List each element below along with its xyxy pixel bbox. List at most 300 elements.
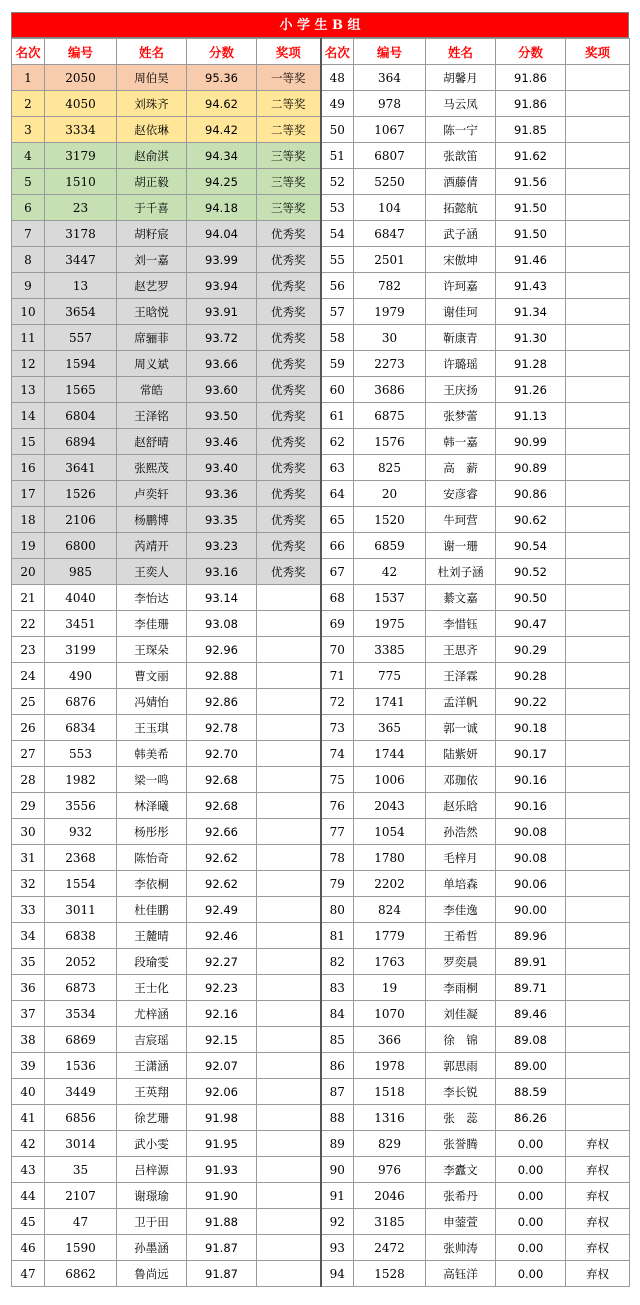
table-row: [12, 689, 630, 715]
id-cell: 1763: [354, 949, 426, 975]
award-cell: 二等奖: [257, 91, 321, 117]
award-cell: [257, 1261, 321, 1287]
score-cell: 92.23: [187, 975, 257, 1001]
name-cell: 郭思雨: [426, 1053, 496, 1079]
award-cell: [566, 273, 630, 299]
table-row: [12, 1183, 630, 1209]
award-cell: [566, 559, 630, 585]
id-cell: 3654: [45, 299, 117, 325]
award-cell: [257, 611, 321, 637]
award-cell: [257, 897, 321, 923]
award-cell: [257, 1131, 321, 1157]
award-cell: [566, 871, 630, 897]
id-cell: 364: [354, 65, 426, 91]
award-cell: [566, 611, 630, 637]
score-cell: 89.96: [496, 923, 566, 949]
award-cell: [257, 871, 321, 897]
name-cell: 张帅涛: [426, 1235, 496, 1261]
id-cell: 35: [45, 1157, 117, 1183]
rank-cell: 29: [12, 793, 45, 819]
name-cell: 周义斌: [117, 351, 187, 377]
id-cell: 20: [354, 481, 426, 507]
score-cell: 92.46: [187, 923, 257, 949]
score-cell: 91.87: [187, 1235, 257, 1261]
rank-cell: 81: [321, 923, 354, 949]
award-cell: [566, 533, 630, 559]
id-cell: 3178: [45, 221, 117, 247]
id-cell: 985: [45, 559, 117, 585]
id-cell: 6847: [354, 221, 426, 247]
award-cell: 优秀奖: [257, 377, 321, 403]
id-cell: 6800: [45, 533, 117, 559]
id-cell: 978: [354, 91, 426, 117]
header-row: [12, 39, 630, 65]
id-cell: 6804: [45, 403, 117, 429]
score-cell: 91.43: [496, 273, 566, 299]
award-cell: [257, 1157, 321, 1183]
rank-cell: 6: [12, 195, 45, 221]
award-cell: [566, 1105, 630, 1131]
rank-cell: 50: [321, 117, 354, 143]
score-cell: 90.54: [496, 533, 566, 559]
name-cell: 高 薪: [426, 455, 496, 481]
table-row: [12, 1235, 630, 1261]
score-cell: 92.86: [187, 689, 257, 715]
id-cell: 13: [45, 273, 117, 299]
score-cell: 90.22: [496, 689, 566, 715]
score-cell: 91.87: [187, 1261, 257, 1287]
rank-cell: 54: [321, 221, 354, 247]
table-row: [12, 1079, 630, 1105]
award-cell: 弃权: [566, 1235, 630, 1261]
award-cell: [257, 1235, 321, 1261]
score-cell: 91.86: [496, 65, 566, 91]
name-cell: 陈怡奇: [117, 845, 187, 871]
name-cell: 李佳逸: [426, 897, 496, 923]
name-cell: 卫于田: [117, 1209, 187, 1235]
award-cell: [257, 767, 321, 793]
name-cell: 王希哲: [426, 923, 496, 949]
table-row: [12, 91, 630, 117]
name-cell: 梁一鸣: [117, 767, 187, 793]
name-cell: 申蓥萱: [426, 1209, 496, 1235]
id-cell: 1006: [354, 767, 426, 793]
id-cell: 42: [354, 559, 426, 585]
header-award: 奖项: [257, 39, 321, 65]
rank-cell: 59: [321, 351, 354, 377]
award-cell: [257, 1053, 321, 1079]
score-cell: 91.13: [496, 403, 566, 429]
rank-cell: 60: [321, 377, 354, 403]
score-cell: 91.95: [187, 1131, 257, 1157]
award-cell: [257, 663, 321, 689]
award-cell: 优秀奖: [257, 507, 321, 533]
score-cell: 92.07: [187, 1053, 257, 1079]
rank-cell: 35: [12, 949, 45, 975]
name-cell: 刘佳凝: [426, 1001, 496, 1027]
award-cell: [566, 247, 630, 273]
score-cell: 92.49: [187, 897, 257, 923]
id-cell: 6875: [354, 403, 426, 429]
rank-cell: 80: [321, 897, 354, 923]
score-cell: 93.66: [187, 351, 257, 377]
id-cell: 1067: [354, 117, 426, 143]
name-cell: 陆紫妍: [426, 741, 496, 767]
score-cell: 89.71: [496, 975, 566, 1001]
score-cell: 93.16: [187, 559, 257, 585]
award-cell: 三等奖: [257, 195, 321, 221]
id-cell: 2501: [354, 247, 426, 273]
score-cell: 93.50: [187, 403, 257, 429]
id-cell: 1537: [354, 585, 426, 611]
award-cell: 优秀奖: [257, 273, 321, 299]
score-cell: 92.66: [187, 819, 257, 845]
award-cell: [566, 767, 630, 793]
award-cell: [566, 377, 630, 403]
score-cell: 95.36: [187, 65, 257, 91]
id-cell: 6862: [45, 1261, 117, 1287]
award-cell: [566, 975, 630, 1001]
award-cell: [257, 715, 321, 741]
name-cell: 常皓: [117, 377, 187, 403]
award-cell: [566, 637, 630, 663]
id-cell: 6834: [45, 715, 117, 741]
rank-cell: 84: [321, 1001, 354, 1027]
name-cell: 邓珈依: [426, 767, 496, 793]
score-cell: 90.47: [496, 611, 566, 637]
table-row: [12, 1001, 630, 1027]
id-cell: 3199: [45, 637, 117, 663]
rank-cell: 77: [321, 819, 354, 845]
award-cell: [566, 585, 630, 611]
id-cell: 1982: [45, 767, 117, 793]
id-cell: 1554: [45, 871, 117, 897]
award-cell: [566, 663, 630, 689]
id-cell: 6873: [45, 975, 117, 1001]
score-cell: 92.68: [187, 793, 257, 819]
rank-cell: 28: [12, 767, 45, 793]
name-cell: 于千喜: [117, 195, 187, 221]
table-row: [12, 1261, 630, 1287]
table-row: [12, 481, 630, 507]
id-cell: 6838: [45, 923, 117, 949]
rank-cell: 11: [12, 325, 45, 351]
id-cell: 6807: [354, 143, 426, 169]
name-cell: 单培森: [426, 871, 496, 897]
name-cell: 席骊菲: [117, 325, 187, 351]
score-cell: 0.00: [496, 1131, 566, 1157]
id-cell: 825: [354, 455, 426, 481]
rank-cell: 12: [12, 351, 45, 377]
rank-cell: 74: [321, 741, 354, 767]
rank-cell: 79: [321, 871, 354, 897]
award-cell: [566, 221, 630, 247]
header-score: 分数: [496, 39, 566, 65]
score-cell: 90.16: [496, 767, 566, 793]
name-cell: 赵俞淇: [117, 143, 187, 169]
id-cell: 557: [45, 325, 117, 351]
score-cell: 93.94: [187, 273, 257, 299]
table-row: [12, 65, 630, 91]
rank-cell: 2: [12, 91, 45, 117]
award-cell: [566, 325, 630, 351]
rank-cell: 48: [321, 65, 354, 91]
name-cell: 杨鹏博: [117, 507, 187, 533]
table-row: [12, 507, 630, 533]
id-cell: 824: [354, 897, 426, 923]
award-cell: [566, 429, 630, 455]
award-cell: [566, 689, 630, 715]
score-cell: 92.15: [187, 1027, 257, 1053]
name-cell: 芮靖开: [117, 533, 187, 559]
id-cell: 932: [45, 819, 117, 845]
rank-cell: 89: [321, 1131, 354, 1157]
rank-cell: 42: [12, 1131, 45, 1157]
rank-cell: 85: [321, 1027, 354, 1053]
name-cell: 宋傲坤: [426, 247, 496, 273]
id-cell: 3451: [45, 611, 117, 637]
score-cell: 86.26: [496, 1105, 566, 1131]
table-row: [12, 715, 630, 741]
id-cell: 1510: [45, 169, 117, 195]
award-cell: [566, 169, 630, 195]
table-row: [12, 819, 630, 845]
rank-cell: 14: [12, 403, 45, 429]
rank-cell: 45: [12, 1209, 45, 1235]
name-cell: 赵乐晗: [426, 793, 496, 819]
rank-cell: 44: [12, 1183, 45, 1209]
name-cell: 武小雯: [117, 1131, 187, 1157]
table-row: [12, 221, 630, 247]
id-cell: 23: [45, 195, 117, 221]
score-cell: 92.27: [187, 949, 257, 975]
id-cell: 3385: [354, 637, 426, 663]
id-cell: 2052: [45, 949, 117, 975]
score-cell: 90.08: [496, 845, 566, 871]
rank-cell: 78: [321, 845, 354, 871]
score-cell: 93.40: [187, 455, 257, 481]
name-cell: 孙墨涵: [117, 1235, 187, 1261]
score-cell: 89.46: [496, 1001, 566, 1027]
table-row: [12, 247, 630, 273]
results-table: [11, 38, 630, 1287]
id-cell: 3447: [45, 247, 117, 273]
rank-cell: 57: [321, 299, 354, 325]
id-cell: 2273: [354, 351, 426, 377]
award-cell: [257, 689, 321, 715]
award-cell: [257, 1027, 321, 1053]
rank-cell: 69: [321, 611, 354, 637]
name-cell: 王泽霖: [426, 663, 496, 689]
name-cell: 刘一嘉: [117, 247, 187, 273]
name-cell: 王泽铭: [117, 403, 187, 429]
name-cell: 徐艺珊: [117, 1105, 187, 1131]
award-cell: 优秀奖: [257, 429, 321, 455]
award-cell: 弃权: [566, 1157, 630, 1183]
id-cell: 3686: [354, 377, 426, 403]
award-cell: 优秀奖: [257, 481, 321, 507]
score-cell: 91.26: [496, 377, 566, 403]
header-name: 姓名: [426, 39, 496, 65]
score-cell: 89.00: [496, 1053, 566, 1079]
id-cell: 2043: [354, 793, 426, 819]
score-cell: 90.86: [496, 481, 566, 507]
id-cell: 104: [354, 195, 426, 221]
id-cell: 3534: [45, 1001, 117, 1027]
rank-cell: 39: [12, 1053, 45, 1079]
award-cell: [566, 1053, 630, 1079]
score-cell: 90.28: [496, 663, 566, 689]
award-cell: [257, 1183, 321, 1209]
name-cell: 孙浩然: [426, 819, 496, 845]
score-cell: 92.96: [187, 637, 257, 663]
table-row: [12, 533, 630, 559]
score-cell: 90.06: [496, 871, 566, 897]
rank-cell: 36: [12, 975, 45, 1001]
id-cell: 2472: [354, 1235, 426, 1261]
score-cell: 94.04: [187, 221, 257, 247]
name-cell: 张誉腾: [426, 1131, 496, 1157]
table-row: [12, 923, 630, 949]
table-row: [12, 195, 630, 221]
rank-cell: 9: [12, 273, 45, 299]
header-id: 编号: [45, 39, 117, 65]
score-cell: 0.00: [496, 1157, 566, 1183]
award-cell: [566, 351, 630, 377]
award-cell: 三等奖: [257, 143, 321, 169]
award-cell: [566, 117, 630, 143]
score-cell: 91.62: [496, 143, 566, 169]
id-cell: 782: [354, 273, 426, 299]
name-cell: 周伯昊: [117, 65, 187, 91]
id-cell: 1070: [354, 1001, 426, 1027]
table-row: [12, 117, 630, 143]
id-cell: 976: [354, 1157, 426, 1183]
table-row: [12, 585, 630, 611]
id-cell: 1526: [45, 481, 117, 507]
score-cell: 91.90: [187, 1183, 257, 1209]
id-cell: 1520: [354, 507, 426, 533]
rank-cell: 23: [12, 637, 45, 663]
rank-cell: 25: [12, 689, 45, 715]
score-cell: 93.99: [187, 247, 257, 273]
name-cell: 李佳珊: [117, 611, 187, 637]
id-cell: 1979: [354, 299, 426, 325]
rank-cell: 17: [12, 481, 45, 507]
award-cell: [257, 923, 321, 949]
name-cell: 吕梓源: [117, 1157, 187, 1183]
award-cell: [257, 1079, 321, 1105]
award-cell: 弃权: [566, 1209, 630, 1235]
rank-cell: 21: [12, 585, 45, 611]
award-cell: [257, 1001, 321, 1027]
score-cell: 91.30: [496, 325, 566, 351]
rank-cell: 19: [12, 533, 45, 559]
id-cell: 1975: [354, 611, 426, 637]
name-cell: 李长锐: [426, 1079, 496, 1105]
name-cell: 郭一诚: [426, 715, 496, 741]
id-cell: 2046: [354, 1183, 426, 1209]
award-cell: [566, 91, 630, 117]
id-cell: 3185: [354, 1209, 426, 1235]
score-cell: 90.29: [496, 637, 566, 663]
rank-cell: 90: [321, 1157, 354, 1183]
award-cell: 优秀奖: [257, 299, 321, 325]
score-cell: 93.46: [187, 429, 257, 455]
rank-cell: 66: [321, 533, 354, 559]
rank-cell: 75: [321, 767, 354, 793]
id-cell: 1316: [354, 1105, 426, 1131]
rank-cell: 58: [321, 325, 354, 351]
id-cell: 1590: [45, 1235, 117, 1261]
award-cell: [566, 1079, 630, 1105]
rank-cell: 94: [321, 1261, 354, 1287]
award-cell: [566, 1001, 630, 1027]
score-cell: 92.06: [187, 1079, 257, 1105]
name-cell: 王潇涵: [117, 1053, 187, 1079]
score-cell: 94.42: [187, 117, 257, 143]
table-row: [12, 949, 630, 975]
award-cell: 优秀奖: [257, 221, 321, 247]
name-cell: 胡正毅: [117, 169, 187, 195]
score-cell: 88.59: [496, 1079, 566, 1105]
id-cell: 3014: [45, 1131, 117, 1157]
award-cell: 弃权: [566, 1183, 630, 1209]
score-cell: 92.68: [187, 767, 257, 793]
rank-cell: 46: [12, 1235, 45, 1261]
rank-cell: 43: [12, 1157, 45, 1183]
table-row: [12, 325, 630, 351]
award-cell: [566, 715, 630, 741]
rank-cell: 20: [12, 559, 45, 585]
rank-cell: 18: [12, 507, 45, 533]
name-cell: 拓懿航: [426, 195, 496, 221]
award-cell: [257, 585, 321, 611]
rank-cell: 15: [12, 429, 45, 455]
score-cell: 91.86: [496, 91, 566, 117]
award-cell: 弃权: [566, 1261, 630, 1287]
rank-cell: 22: [12, 611, 45, 637]
score-cell: 90.00: [496, 897, 566, 923]
rank-cell: 91: [321, 1183, 354, 1209]
name-cell: 赵依琳: [117, 117, 187, 143]
rank-cell: 52: [321, 169, 354, 195]
name-cell: 杜佳鹏: [117, 897, 187, 923]
award-cell: 优秀奖: [257, 455, 321, 481]
rank-cell: 70: [321, 637, 354, 663]
score-cell: 91.88: [187, 1209, 257, 1235]
score-cell: 93.91: [187, 299, 257, 325]
rank-cell: 10: [12, 299, 45, 325]
rank-cell: 47: [12, 1261, 45, 1287]
name-cell: 酒藤倩: [426, 169, 496, 195]
score-cell: 91.93: [187, 1157, 257, 1183]
table-row: [12, 143, 630, 169]
id-cell: 2106: [45, 507, 117, 533]
award-cell: 优秀奖: [257, 351, 321, 377]
table-row: [12, 793, 630, 819]
score-cell: 93.14: [187, 585, 257, 611]
name-cell: 张希丹: [426, 1183, 496, 1209]
name-cell: 王麓晴: [117, 923, 187, 949]
id-cell: 19: [354, 975, 426, 1001]
id-cell: 553: [45, 741, 117, 767]
id-cell: 1528: [354, 1261, 426, 1287]
name-cell: 李怡达: [117, 585, 187, 611]
rank-cell: 67: [321, 559, 354, 585]
id-cell: 775: [354, 663, 426, 689]
rank-cell: 82: [321, 949, 354, 975]
